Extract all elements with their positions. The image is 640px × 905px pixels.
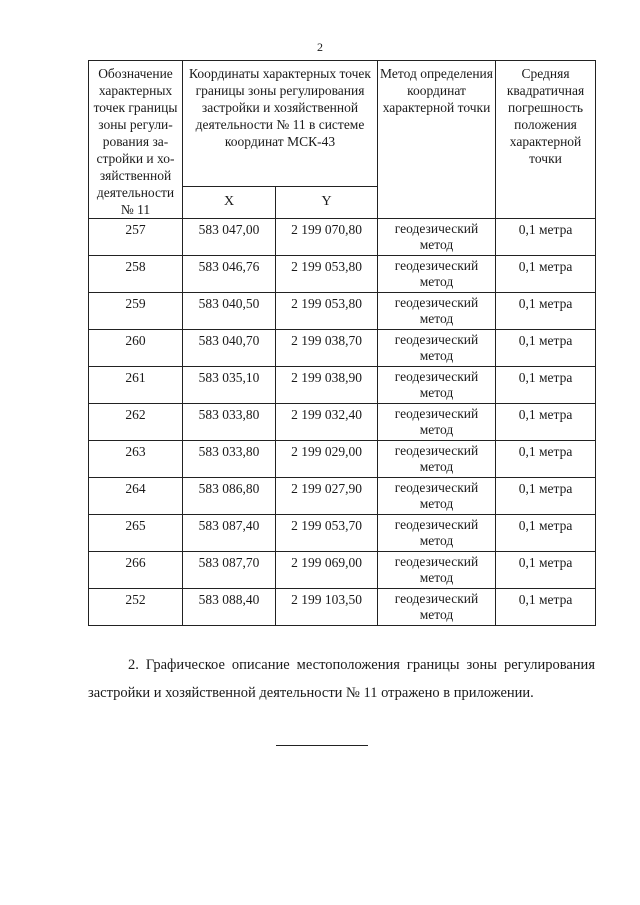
- table-row: [89, 552, 596, 589]
- error-cell: 0,1 метра: [496, 515, 596, 552]
- x-cell: 583 087,70: [183, 552, 276, 589]
- point-cell: 263: [89, 441, 183, 478]
- x-cell: 583 033,80: [183, 404, 276, 441]
- x-cell: 583 087,40: [183, 515, 276, 552]
- point-cell: 258: [89, 256, 183, 293]
- coordinates-table: [88, 60, 596, 626]
- page-number: 2: [317, 40, 323, 54]
- point-cell: 265: [89, 515, 183, 552]
- method-cell: геодезический метод: [378, 293, 496, 330]
- point-cell: 257: [89, 219, 183, 256]
- method-cell: геодезический метод: [378, 367, 496, 404]
- method-cell: геодезический метод: [378, 589, 496, 626]
- header-method: Метод определения координат характерной точки: [378, 61, 496, 219]
- method-cell: геодезический метод: [378, 219, 496, 256]
- x-cell: 583 046,76: [183, 256, 276, 293]
- description-paragraph: 2. Графическое описание местоположения границы зоны регулирования застройки и хозяйственной деятельности № 11 отражено в приложении.: [88, 656, 595, 701]
- x-cell: 583 040,70: [183, 330, 276, 367]
- table-row: [89, 367, 596, 404]
- x-cell: 583 086,80: [183, 478, 276, 515]
- closing-rule: [276, 745, 368, 746]
- header-coordinates: Координаты характерных точек границы зоны регулирования застройки и хозяйственной деятельности № 11 в системе координат МСК-43: [183, 61, 378, 187]
- y-cell: 2 199 053,80: [276, 293, 378, 330]
- error-cell: 0,1 метра: [496, 256, 596, 293]
- y-cell: 2 199 038,70: [276, 330, 378, 367]
- x-cell: 583 047,00: [183, 219, 276, 256]
- y-cell: 2 199 027,90: [276, 478, 378, 515]
- table-row: [89, 441, 596, 478]
- point-cell: 262: [89, 404, 183, 441]
- method-cell: геодезический метод: [378, 404, 496, 441]
- table-row: [89, 330, 596, 367]
- header-x: X: [183, 186, 276, 218]
- header-y: Y: [276, 186, 378, 218]
- error-cell: 0,1 метра: [496, 552, 596, 589]
- error-cell: 0,1 метра: [496, 441, 596, 478]
- y-cell: 2 199 053,70: [276, 515, 378, 552]
- method-cell: геодезический метод: [378, 256, 496, 293]
- header-error: Средняя квадратичная погрешность положения характерной точки: [496, 61, 596, 219]
- method-cell: геодезический метод: [378, 515, 496, 552]
- method-cell: геодезический метод: [378, 552, 496, 589]
- error-cell: 0,1 метра: [496, 478, 596, 515]
- error-cell: 0,1 метра: [496, 367, 596, 404]
- x-cell: 583 033,80: [183, 441, 276, 478]
- point-cell: 264: [89, 478, 183, 515]
- y-cell: 2 199 032,40: [276, 404, 378, 441]
- point-cell: 261: [89, 367, 183, 404]
- table-row: [89, 256, 596, 293]
- x-cell: 583 088,40: [183, 589, 276, 626]
- error-cell: 0,1 метра: [496, 293, 596, 330]
- table-row: [89, 404, 596, 441]
- method-cell: геодезический метод: [378, 441, 496, 478]
- method-cell: геодезический метод: [378, 478, 496, 515]
- y-cell: 2 199 103,50: [276, 589, 378, 626]
- error-cell: 0,1 метра: [496, 330, 596, 367]
- table-row: [89, 478, 596, 515]
- y-cell: 2 199 053,80: [276, 256, 378, 293]
- error-cell: 0,1 метра: [496, 589, 596, 626]
- point-cell: 266: [89, 552, 183, 589]
- error-cell: 0,1 метра: [496, 219, 596, 256]
- table-row: [89, 589, 596, 626]
- table-row: [89, 293, 596, 330]
- table-row: [89, 515, 596, 552]
- y-cell: 2 199 038,90: [276, 367, 378, 404]
- method-cell: геодезический метод: [378, 330, 496, 367]
- point-cell: 259: [89, 293, 183, 330]
- y-cell: 2 199 069,00: [276, 552, 378, 589]
- x-cell: 583 040,50: [183, 293, 276, 330]
- table-row: [89, 219, 596, 256]
- point-cell: 252: [89, 589, 183, 626]
- y-cell: 2 199 029,00: [276, 441, 378, 478]
- point-cell: 260: [89, 330, 183, 367]
- header-point-designation: Обозначение характерных точек границы зоны регулирования застройки и хозяйственной деятельности № 11: [89, 61, 183, 219]
- x-cell: 583 035,10: [183, 367, 276, 404]
- error-cell: 0,1 метра: [496, 404, 596, 441]
- y-cell: 2 199 070,80: [276, 219, 378, 256]
